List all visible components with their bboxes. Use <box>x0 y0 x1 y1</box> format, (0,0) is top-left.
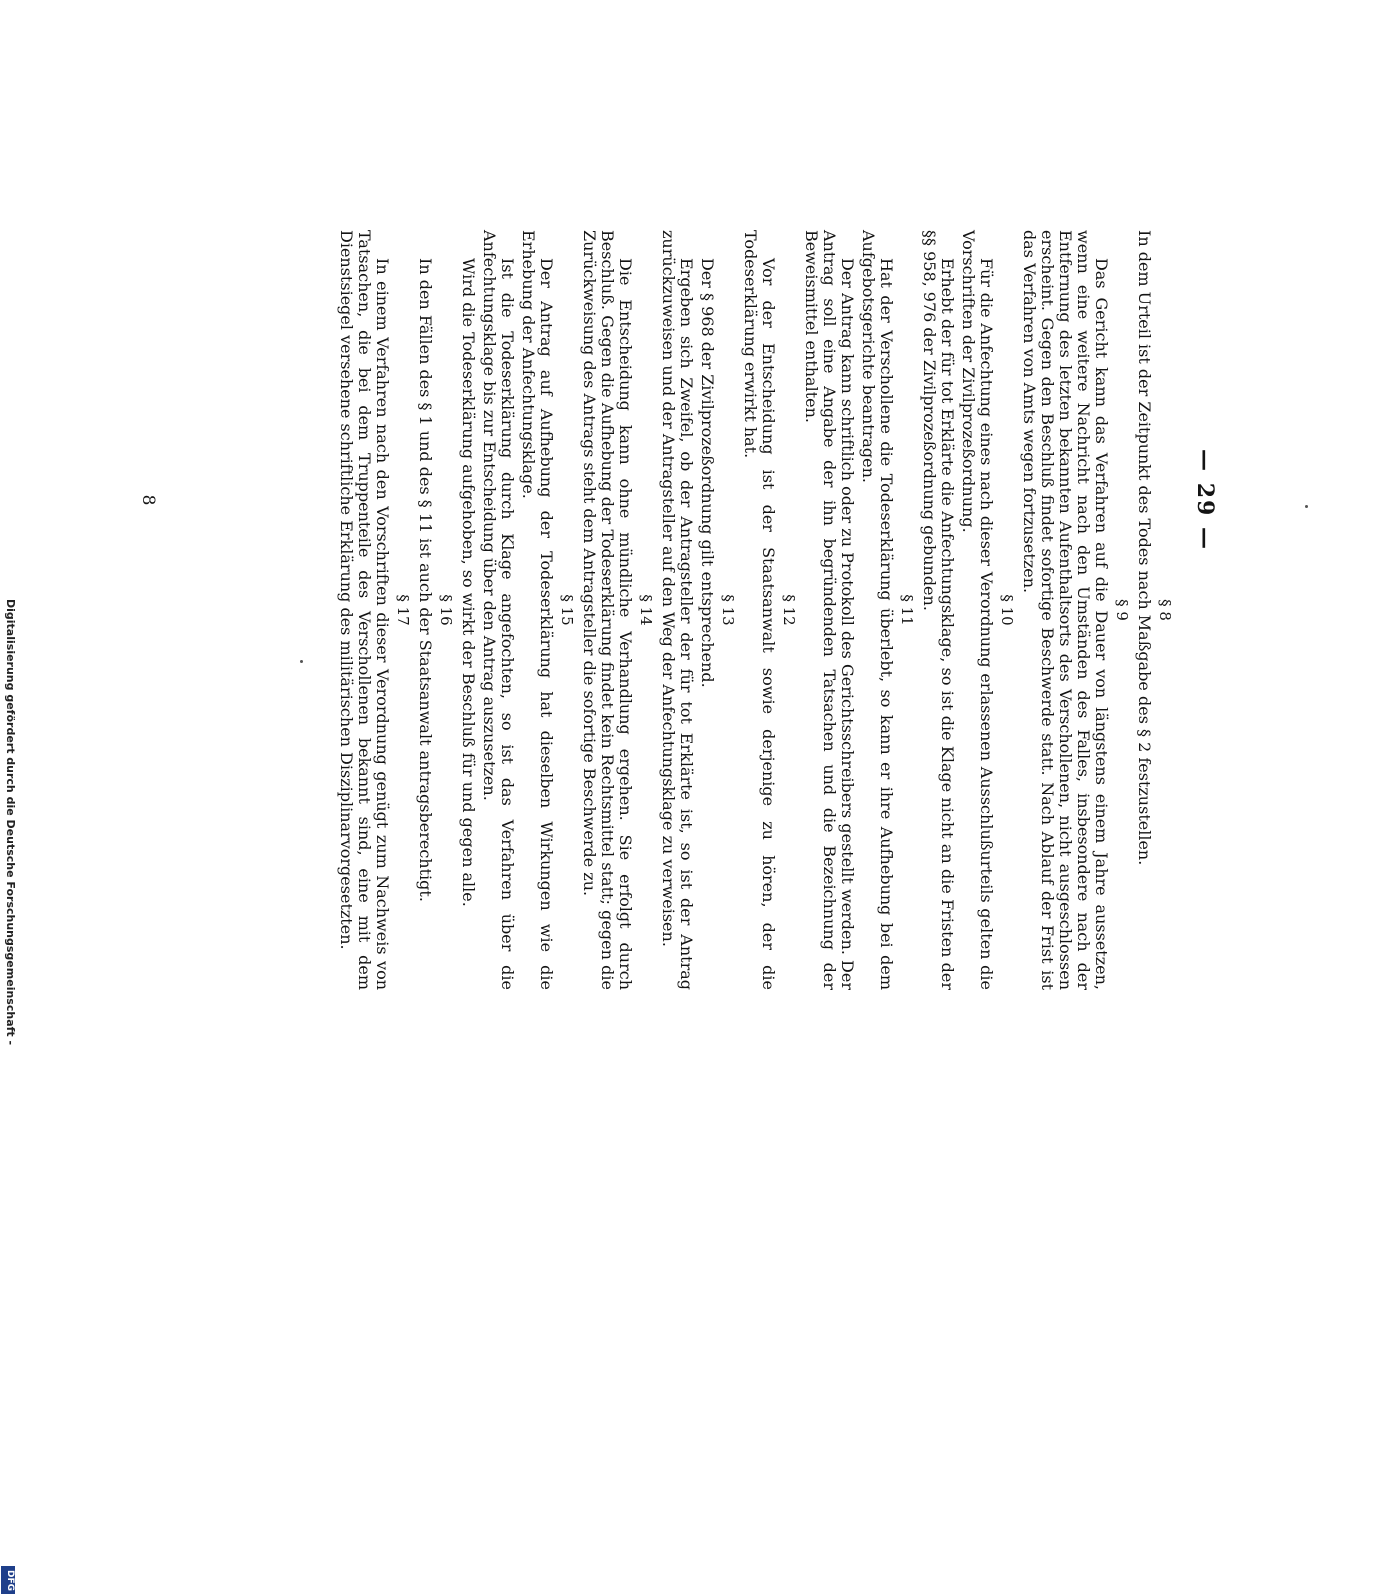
scan-speck <box>1305 505 1308 508</box>
section-heading: § 11 <box>898 594 916 626</box>
text-block <box>334 230 1178 990</box>
paragraph: Für die Anfechtung eines nach dieser Verordnung erlassenen Ausschlußurteils gelten die Vorschriften der Zivilprozeßordnung. <box>959 230 996 990</box>
page-header: — 29 — <box>1192 449 1218 551</box>
paragraph: Wird die Todeserklärung aufgehoben, so wirkt der Beschluß für und gegen alle. <box>459 258 478 907</box>
paragraph: In dem Urteil ist der Zeitpunkt des Todes nach Maßgabe des § 2 festzustellen. <box>1135 230 1154 866</box>
paragraph: Der Antrag kann schriftlich oder zu Protokoll des Gerichtsschreibers gestellt werden. Der Antrag soll eine Angabe der ihn begründenden Tatsachen und die Bezeichnung der Beweismittel enthalten. <box>802 230 857 990</box>
paragraph: In einem Verfahren nach den Vorschriften dieser Verordnung genügt zum Nachweis von Tatsachen, die bei dem Truppenteile des Verschollenen bekannt sind, eine mit dem Dienstsiegel versehene schriftliche Erklärung des militärischen Disziplinarvorgesetzten. <box>337 230 392 990</box>
digitization-banner <box>0 599 18 1592</box>
paragraph: Die Entscheidung kann ohne mündliche Verhandlung ergehen. Sie erfolgt durch Beschluß. Gegen die Aufhebung der Todeserklärung findet kein Rechtsmittel statt; gegen die Zurückweisung des Antrags steht dem Antragsteller die sofortige Beschwerde zu. <box>580 230 635 990</box>
logo-text: DFG <box>5 1570 15 1592</box>
paragraph: Das Gericht kann das Verfahren auf die Dauer von längstens einem Jahre aussetzen, wenn eine weitere Nachricht nach den Umständen des Falles, insbesondere nach der Entfernung des letzten bekannten Aufenthaltsorts des Verschollenen, nicht ausgeschlossen erscheint. Gegen den Beschluß findet sofortige Beschwerde statt. Nach Ablauf der Frist ist das Verfahren von Amts wegen fortzusetzen. <box>1020 230 1111 990</box>
scan-speck <box>300 660 303 663</box>
section-heading: § 14 <box>637 594 655 626</box>
paragraph: Vor der Entscheidung ist der Staatsanwalt sowie derjenige zu hören, der die Todeserklärung erwirkt hat. <box>741 230 778 990</box>
section-heading: § 13 <box>719 594 737 626</box>
section-heading: § 12 <box>780 594 798 626</box>
section-heading: § 10 <box>998 594 1016 626</box>
section-heading: § 9 <box>1113 599 1131 621</box>
paragraph: Der § 968 der Zivilprozeßordnung gilt entsprechend. <box>698 258 717 688</box>
paragraph: Ergeben sich Zweifel, ob der Antragsteller der für tot Erklärte ist, so ist der Antrag zurückzuweisen und der Antragsteller auf den Weg der Anfechtungsklage zu verweisen. <box>659 230 696 990</box>
dfg-logo <box>1 1566 15 1594</box>
section-heading: § 15 <box>558 594 576 626</box>
paragraph: Hat der Verschollene die Todeserklärung überlebt, so kann er ihre Aufhebung bei dem Aufgebotsgerichte beantragen. <box>859 230 896 990</box>
paragraph: Erhebt der für tot Erklärte die Anfechtungsklage, so ist die Klage nicht an die Fristen der §§ 958, 976 der Zivilprozeßordnung gebunden. <box>920 230 957 990</box>
section-heading: § 17 <box>394 594 412 626</box>
paragraph: Der Antrag auf Aufhebung der Todeserklärung hat dieselben Wirkungen wie die Erhebung der Anfechtungsklage. <box>519 230 556 990</box>
digitization-note: Digitalisierung gefördert durch die Deutsche Forschungsgemeinschaft - <box>4 599 17 1046</box>
paragraph: In den Fällen des § 1 und des § 11 ist auch der Staatsanwalt antragsberechtigt. <box>416 258 435 902</box>
section-heading: § 16 <box>437 594 455 626</box>
paragraph: Ist die Todeserklärung durch Klage angefochten, so ist das Verfahren über die Anfechtungsklage bis zur Entscheidung über den Antrag auszusetzen. <box>480 230 517 990</box>
footer-page-number: 8 <box>138 494 158 506</box>
section-heading: § 8 <box>1156 599 1174 621</box>
